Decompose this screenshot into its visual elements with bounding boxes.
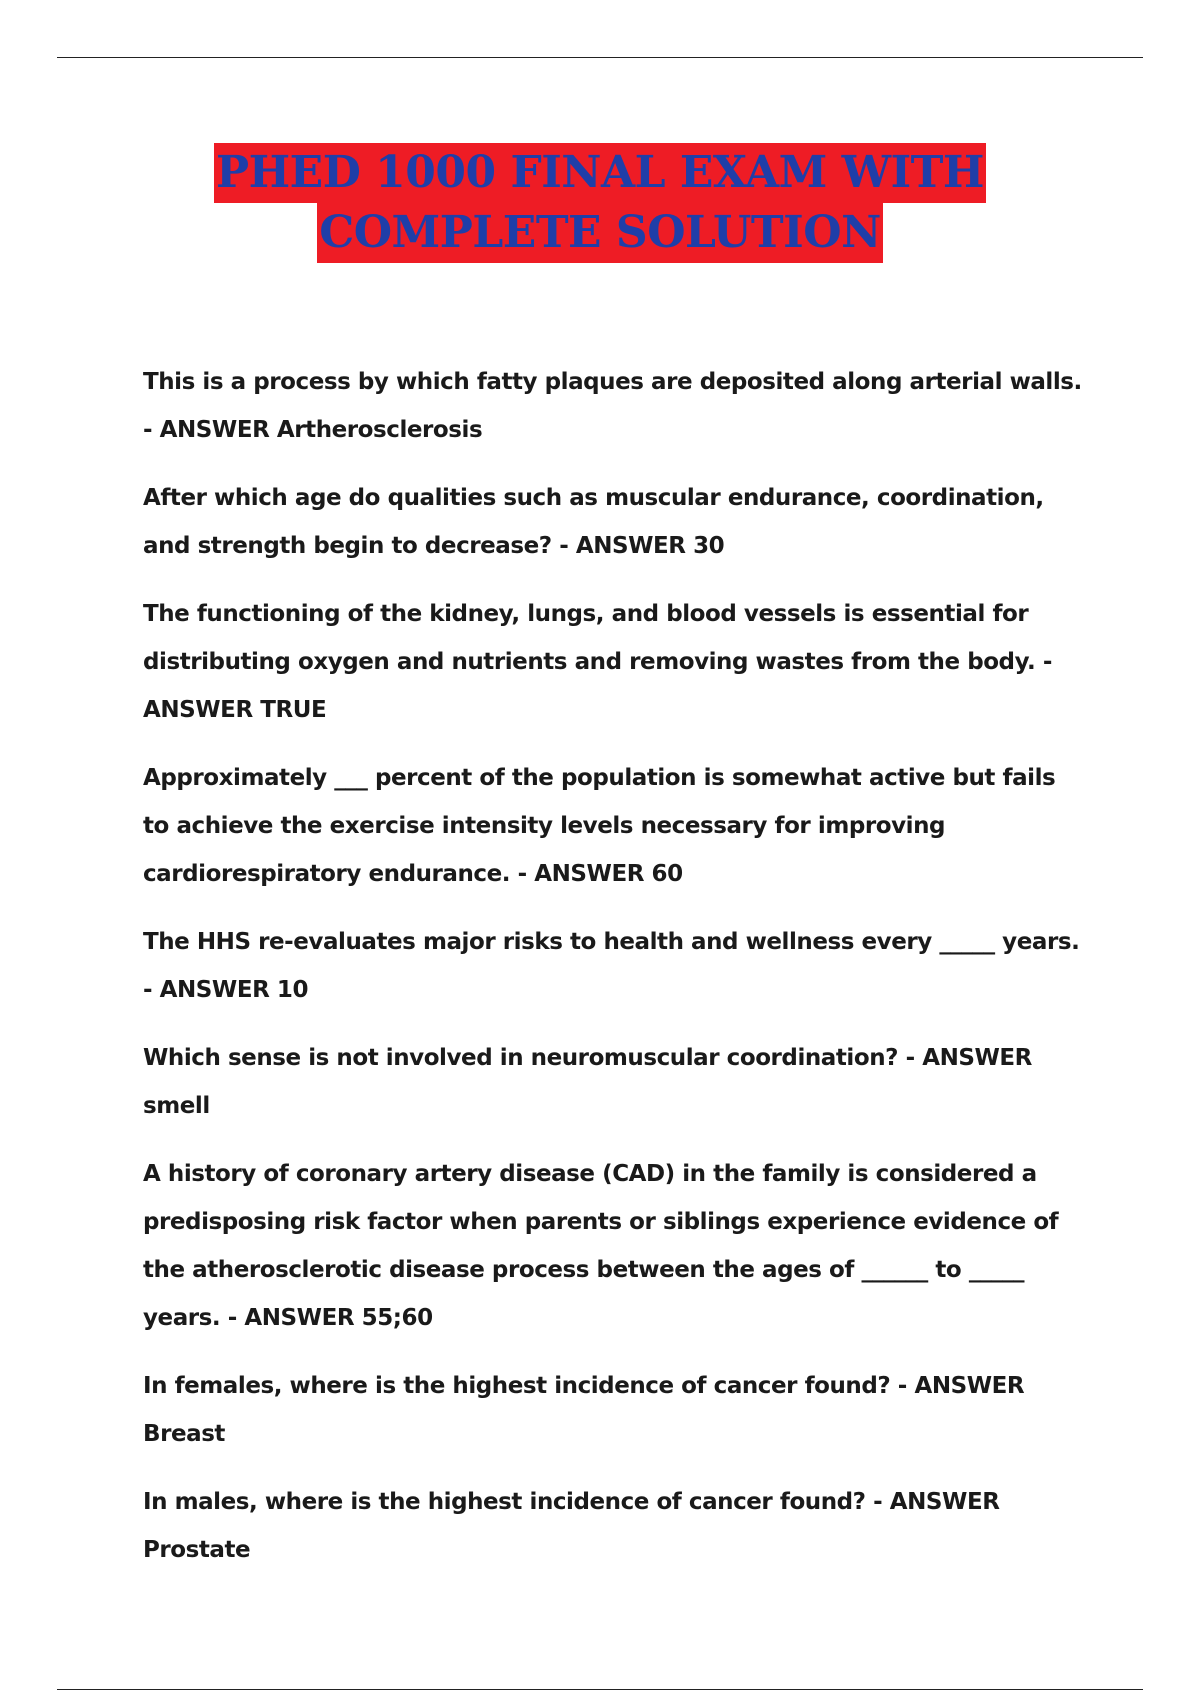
top-divider xyxy=(57,57,1143,58)
qa-item: Approximately ___ percent of the population is somewhat active but fails to achieve the exercise intensity levels necessary for improving cardiorespiratory endurance. - ANSWER 60 xyxy=(143,765,1056,887)
qa-item: This is a process by which fatty plaques are deposited along arterial walls. - ANSWER Artherosclerosis xyxy=(143,369,1082,443)
title-line-1: PHED 1000 FINAL EXAM WITH xyxy=(214,143,986,203)
qa-item: The HHS re-evaluates major risks to health and wellness every _____ years. - ANSWER 10 xyxy=(143,929,1080,1003)
qa-list xyxy=(143,358,1088,1594)
bottom-divider xyxy=(57,1689,1143,1690)
qa-item: The functioning of the kidney, lungs, and blood vessels is essential for distributing oxygen and nutrients and removing wastes from the body. - ANSWER TRUE xyxy=(143,601,1052,723)
title-line-2: COMPLETE SOLUTION xyxy=(317,203,883,263)
qa-item: In females, where is the highest incidence of cancer found? - ANSWER Breast xyxy=(143,1373,1025,1447)
qa-item: In males, where is the highest incidence of cancer found? - ANSWER Prostate xyxy=(143,1489,1000,1563)
qa-item: After which age do qualities such as muscular endurance, coordination, and strength begin to decrease? - ANSWER 30 xyxy=(143,485,1044,559)
document-title xyxy=(0,143,1200,263)
qa-item: A history of coronary artery disease (CAD) in the family is considered a predisposing risk factor when parents or siblings experience evidence of the atherosclerotic disease process between the ages of ______ to _____ years. - ANSWER 55;60 xyxy=(143,1161,1059,1331)
qa-item: Which sense is not involved in neuromuscular coordination? - ANSWER smell xyxy=(143,1045,1032,1119)
